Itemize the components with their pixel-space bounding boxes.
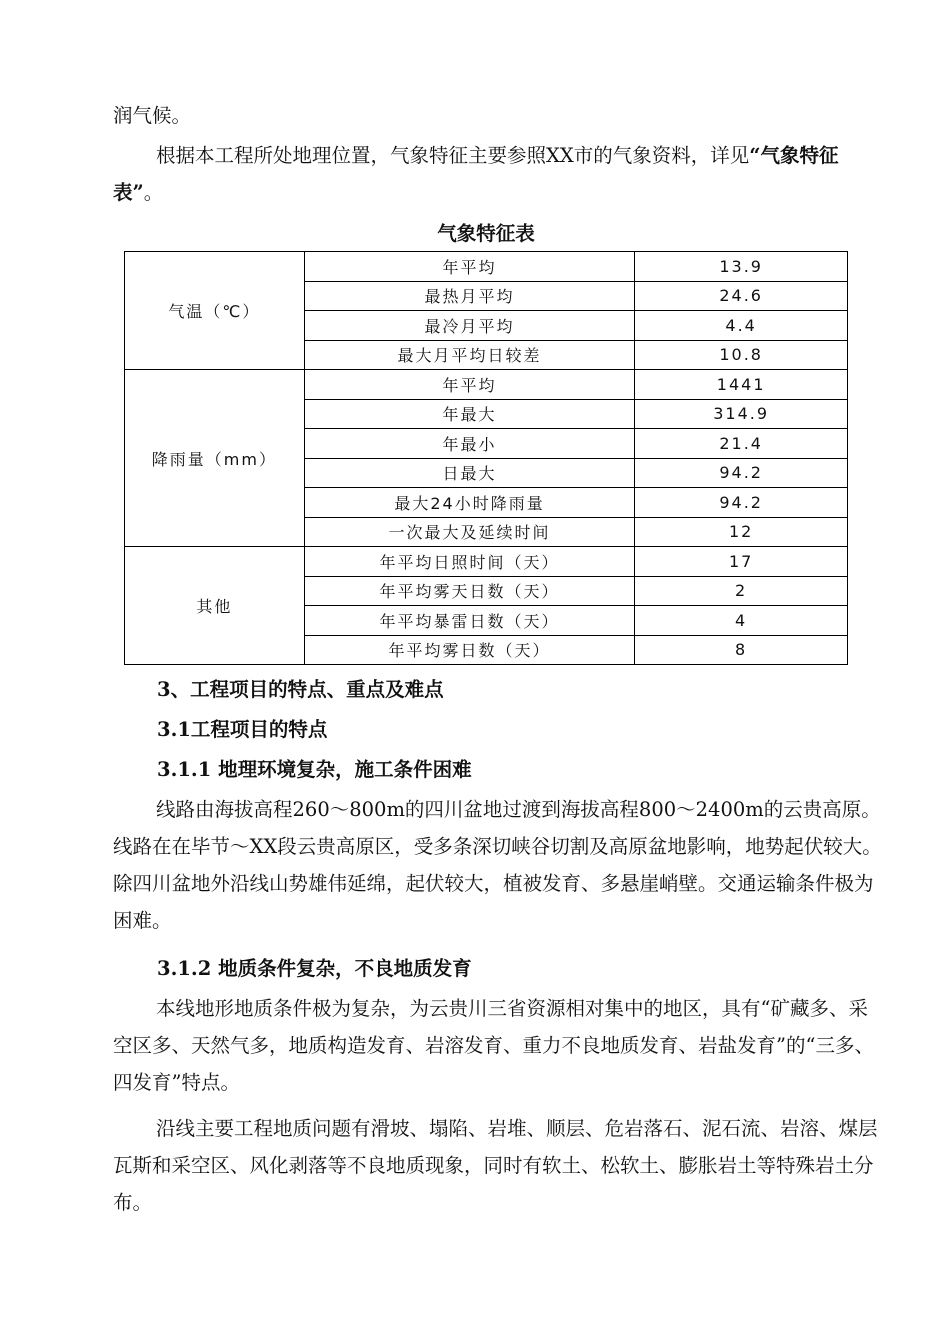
item-value: 21.4 [635, 429, 848, 459]
item-value: 8 [635, 635, 848, 665]
item-label: 最冷月平均 [304, 311, 634, 341]
item-label: 最大24小时降雨量 [304, 488, 634, 518]
item-label: 最热月平均 [304, 281, 634, 311]
climate-table [124, 251, 848, 665]
intro-text: 根据本工程所处地理位置，气象特征主要参照XX市的气象资料，详见 [156, 144, 750, 167]
item-label: 年平均雾日数（天） [304, 635, 634, 665]
table-row [125, 547, 848, 577]
item-label: 年最小 [304, 429, 634, 459]
item-value: 24.6 [635, 281, 848, 311]
table-reference: “气象特征表” [113, 144, 839, 204]
item-label: 年最大 [304, 399, 634, 429]
item-value: 10.8 [635, 340, 848, 370]
group-label: 气温（℃） [125, 252, 305, 370]
item-value: 1441 [635, 370, 848, 400]
item-label: 年平均暴雷日数（天） [304, 606, 634, 636]
item-value: 12 [635, 517, 848, 547]
intro-suffix: 。 [143, 181, 164, 204]
item-label: 日最大 [304, 458, 634, 488]
item-label: 最大月平均日较差 [304, 340, 634, 370]
item-value: 4 [635, 606, 848, 636]
group-label: 其他 [125, 547, 305, 665]
item-label: 年平均 [304, 252, 634, 282]
item-value: 94.2 [635, 458, 848, 488]
section-heading-3-1: 3.1工程项目的特点 [157, 718, 328, 741]
paragraph-3-1-2-b: 沿线主要工程地质问题有滑坡、塌陷、岩堆、顺层、危岩落石、泥石流、岩溶、煤层瓦斯和采空区、风化剥落等不良地质现象，同时有软土、松软土、膨胀岩土等特殊岩土分布。 [113, 1117, 878, 1214]
item-value: 2 [635, 576, 848, 606]
item-value: 314.9 [635, 399, 848, 429]
item-value: 4.4 [635, 311, 848, 341]
section-heading-3: 3、工程项目的特点、重点及难点 [157, 678, 444, 701]
item-label: 年平均日照时间（天） [304, 547, 634, 577]
item-label: 年平均雾天日数（天） [304, 576, 634, 606]
item-label: 一次最大及延续时间 [304, 517, 634, 547]
intro-line: 润气候。 [113, 104, 192, 127]
table-row [125, 252, 848, 282]
table-caption: 气象特征表 [437, 222, 535, 245]
paragraph-3-1-2-a: 本线地形地质条件极为复杂，为云贵川三省资源相对集中的地区，具有“矿藏多、采空区多、天然气多，地质构造发育、岩溶发育、重力不良地质发育、岩盐发育”的“三多、四发育”特点。 [113, 997, 874, 1094]
item-value: 94.2 [635, 488, 848, 518]
section-heading-3-1-1: 3.1.1 地理环境复杂，施工条件困难 [157, 758, 472, 781]
paragraph-3-1-1: 线路由海拔高程260～800m的四川盆地过渡到海拔高程800～2400m的云贵高原。线路在在毕节～XX段云贵高原区，受多条深切峡谷切割及高原盆地影响，地势起伏较大。除四川盆地外沿线山势雄伟延绵，起伏较大，植被发育、多悬崖峭壁。交通运输条件极为困难。 [113, 798, 882, 932]
item-value: 17 [635, 547, 848, 577]
group-label: 降雨量（mm） [125, 370, 305, 547]
item-label: 年平均 [304, 370, 634, 400]
section-heading-3-1-2: 3.1.2 地质条件复杂，不良地质发育 [157, 957, 472, 980]
item-value: 13.9 [635, 252, 848, 282]
table-row [125, 370, 848, 400]
intro-paragraph [113, 137, 883, 211]
